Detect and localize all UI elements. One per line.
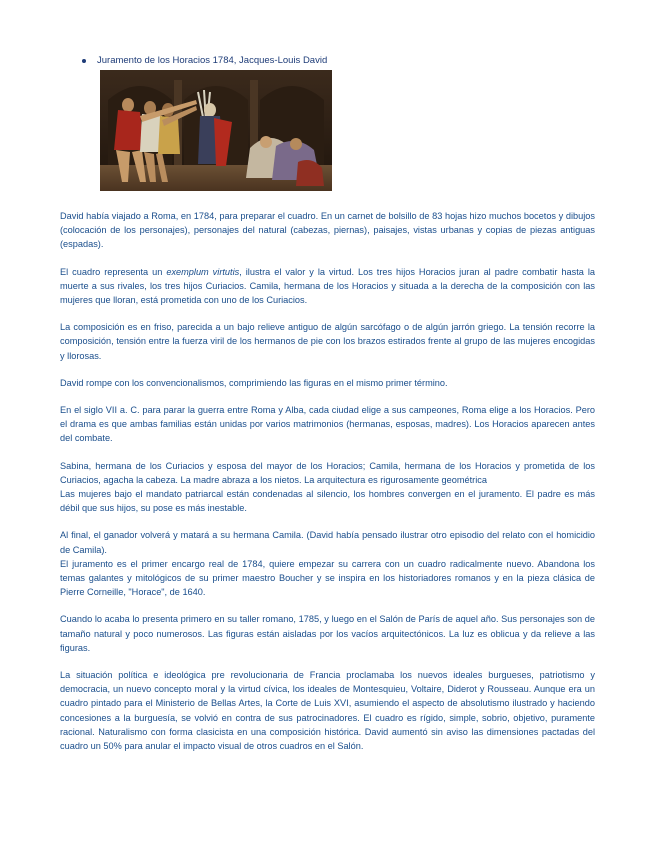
paragraph-exemplum-end: , ilustra el valor y la virtud. Los tres hijos Horacios juran al padre combatir hasta la muerte a sus rivales, los tres hijos Curiacios. Camila, hermana de los Horacios y situada a la derecha de la composición con las mujeres que lloran, está prometida con uno de los Curiacios. bbox=[60, 266, 595, 306]
paragraph-commission-line-2: El juramento es el primer encargo real de 1784, quiere empezar su carrera con un cuadro radicalmente nuevo. Abandona los temas galantes y mitológicos de su primer maestro Boucher y se inspira en los historiadores romanos y en la pieza clásica de Pierre Corneille, "Horace", de 1640. bbox=[60, 558, 595, 598]
paragraph-women-line-1: Sabina, hermana de los Curiacios y esposa del mayor de los Horacios; Camila, hermana de los Horacios y prometida de los Curiacios, agacha la cabeza. La madre abraza a los nietos. La arquitectura es rigurosamente geométrica bbox=[60, 460, 595, 485]
paragraph-composition: La composición es en friso, parecida a un bajo relieve antiguo de algún sarcófago o de algún jarrón griego. La tensión recorre la composición, tensión entre la fuerza viril de los hermanos de pie con los brazos estirados frente al grupo de las mujeres encogidas y llorosas. bbox=[60, 322, 595, 361]
paragraph-exemplum-start: El cuadro representa un bbox=[60, 266, 167, 277]
paragraph-exemplum bbox=[60, 265, 595, 308]
bullet-dot-icon bbox=[82, 59, 86, 63]
painting-image-oath-of-horatii bbox=[100, 70, 332, 191]
paragraph-commission bbox=[60, 528, 595, 599]
paragraph-politics: La situación política e ideológica pre revolucionaria de Francia proclamaba los nuevos ideales burgueses, patriotismo y democracia, un nuevo concepto moral y la virtud cívica, los ideales de Montesquieu, Voltaire, Diderot y Rousseau. Aunque era un cuadro pintado para el Ministerio de Bellas Artes, la Corte de Luis XVI, asumiendo el aspecto de absolutismo ilustrado y haciendo concesiones a la burguesía, se volvió en contra de sus patrocinadores. El cuadro es rígido, simple, sobrio, objetivo, puramente racional. Naturalismo con forma clasicista en una composición histórica. David aumentó sin aviso las dimensiones pactadas del cuadro un 50% para anular el impacto visual de otros cuadros en el Salón. bbox=[60, 670, 595, 752]
painting-caption: Juramento de los Horacios 1784, Jacques-Louis David bbox=[97, 55, 328, 66]
painting-caption-bullet bbox=[82, 55, 327, 66]
exemplum-virtutis-term: exemplum virtutis bbox=[166, 266, 240, 277]
paragraph-women-line-2: Las mujeres bajo el mandato patriarcal están condenadas al silencio, los hombres convergen en el juramento. El padre es más débil que sus hijos, su pose es más inestable. bbox=[60, 489, 595, 514]
paragraph-travel: David había viajado a Roma, en 1784, para preparar el cuadro. En un carnet de bolsillo de 83 hojas hizo muchos bocetos y dibujos (colocación de los personajes), personajes del natural (cabezas, piernas), paisajes, vistas urbanas y copias de piezas antiguas (espadas). bbox=[60, 211, 595, 250]
paragraph-history: En el siglo VII a. C. para parar la guerra entre Roma y Alba, cada ciudad elige a sus campeones, Roma elige a los Horacios. Pero el drama es que ambas familias están unidas por varios matrimonios (hermanas, esposas, madres). Los Horacios aparecen antes del combate. bbox=[60, 405, 595, 444]
paragraph-conventions: David rompe con los convencionalismos, comprimiendo las figuras en el mismo primer término. bbox=[60, 377, 448, 388]
article-body bbox=[60, 209, 595, 766]
paragraph-women bbox=[60, 459, 595, 516]
paragraph-salon: Cuando lo acaba lo presenta primero en su taller romano, 1785, y luego en el Salón de París de aquel año. Sus personajes son de tamaño natural y poco numerosos. Las figuras están aisladas por los vacíos arquitectónicos. La luz es oblicua y da relieve a las figuras. bbox=[60, 614, 595, 653]
paragraph-commission-line-1: Al final, el ganador volverá y matará a su hermana Camila. (David había pensado ilustrar otro episodio del relato con el homicidio de Camila). bbox=[60, 530, 595, 555]
